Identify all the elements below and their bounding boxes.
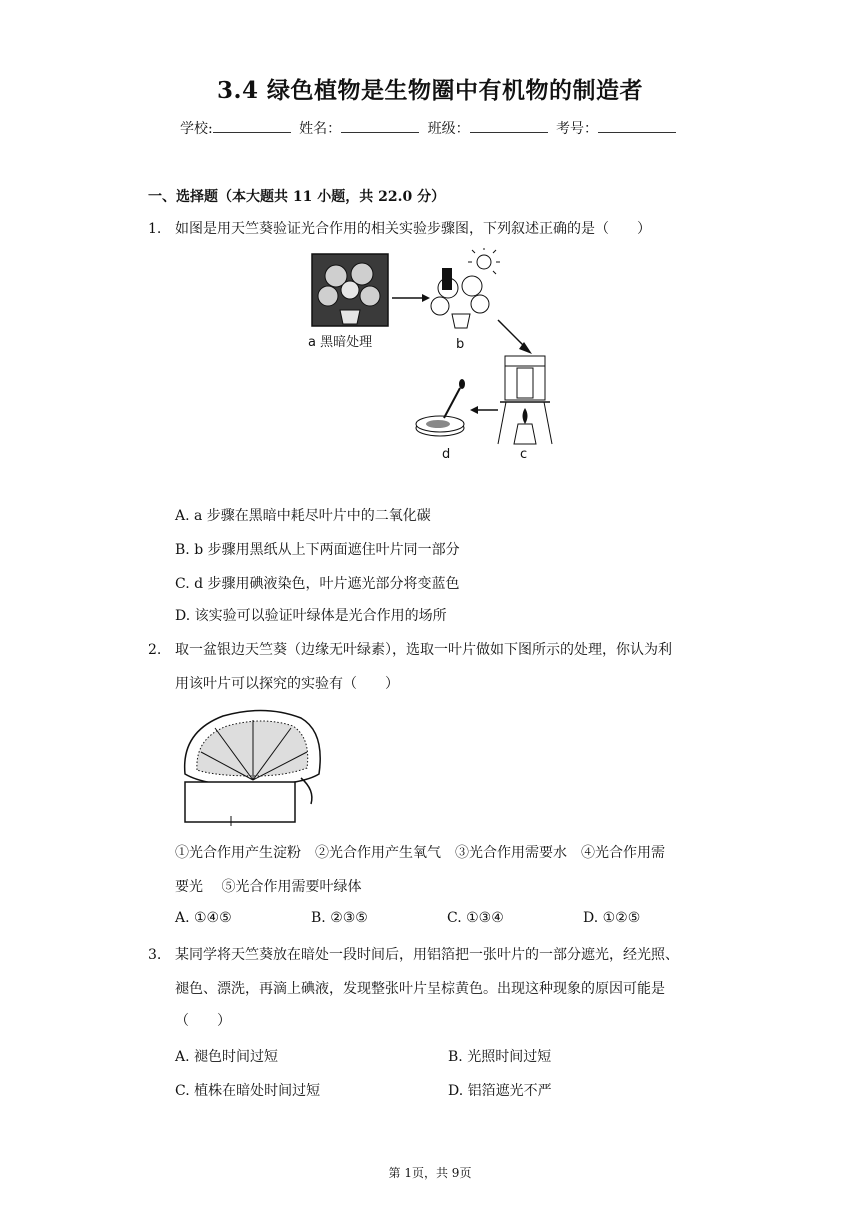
step-c-water-bath-icon bbox=[498, 356, 552, 444]
name-label: 姓名： bbox=[299, 121, 342, 137]
question-3-option-d[interactable]: D. 铝箔遮光不严 bbox=[448, 1083, 552, 1099]
question-2-option-a[interactable]: A. ①④⑤ bbox=[175, 910, 232, 926]
foil-cover-icon bbox=[185, 782, 295, 826]
variegated-leaf-figure bbox=[175, 704, 335, 830]
step-a-label: a 黑暗处理 bbox=[308, 335, 373, 350]
question-1-number: 1. bbox=[148, 221, 162, 237]
page-title: 3.4 绿色植物是生物圈中有机物的制造者 bbox=[216, 77, 644, 104]
question-1-option-a[interactable]: A. a 步骤在黑暗中耗尽叶片中的二氧化碳 bbox=[175, 508, 431, 524]
question-3-option-b[interactable]: B. 光照时间过短 bbox=[448, 1049, 552, 1065]
question-1-option-d[interactable]: D. 该实验可以验证叶绿体是光合作用的场所 bbox=[175, 608, 447, 624]
question-2-option-b[interactable]: B. ②③⑤ bbox=[311, 910, 368, 926]
sun-icon bbox=[468, 248, 500, 274]
step-b-plant-in-light-icon bbox=[431, 268, 489, 328]
question-3-text-line-2: 褪色、漂洗，再滴上碘液，发现整张叶片呈棕黄色。出现这种现象的原因可能是 bbox=[175, 981, 665, 997]
name-blank[interactable] bbox=[341, 120, 419, 133]
class-blank[interactable] bbox=[470, 120, 548, 133]
student-info-line bbox=[0, 118, 860, 138]
question-2-option-d[interactable]: D. ①②⑤ bbox=[583, 910, 641, 926]
step-a-plant-in-dark-icon bbox=[312, 254, 388, 326]
step-c-label: c bbox=[520, 447, 528, 462]
question-1-option-b[interactable]: B. b 步骤用黑纸从上下两面遮住叶片同一部分 bbox=[175, 542, 460, 558]
question-3-number: 3. bbox=[148, 947, 162, 963]
question-3-option-c[interactable]: C. 植株在暗处时间过短 bbox=[175, 1083, 321, 1099]
step-b-label: b bbox=[456, 337, 465, 352]
page-footer: 第 1页，共 9页 bbox=[388, 1166, 472, 1180]
class-label: 班级： bbox=[427, 121, 470, 137]
question-2-number: 2. bbox=[148, 642, 162, 658]
question-3-text-line-1: 某同学将天竺葵放在暗处一段时间后，用铝箔把一张叶片的一部分遮光，经光照、 bbox=[175, 947, 679, 963]
question-2-option-c[interactable]: C. ①③④ bbox=[447, 910, 504, 926]
question-2-items-line-2: 要光 ⑤光合作用需要叶绿体 bbox=[175, 879, 362, 895]
question-3-option-a[interactable]: A. 褪色时间过短 bbox=[175, 1049, 279, 1065]
step-d-label: d bbox=[442, 447, 451, 462]
exam-no-blank[interactable] bbox=[598, 120, 676, 133]
question-1-option-c[interactable]: C. d 步骤用碘液染色，叶片遮光部分将变蓝色 bbox=[175, 576, 460, 592]
section-heading: 一、选择题（本大题共 11 小题，共 22.0 分） bbox=[148, 189, 446, 205]
school-label: 学校: bbox=[179, 121, 213, 137]
step-d-iodine-dropper-icon bbox=[416, 379, 465, 436]
question-2-text-line-1: 取一盆银边天竺葵（边缘无叶绿素），选取一叶片做如下图所示的处理，你认为利 bbox=[175, 642, 672, 658]
school-blank[interactable] bbox=[213, 120, 291, 133]
experiment-steps-figure bbox=[300, 248, 570, 463]
exam-no-label: 考号： bbox=[556, 121, 599, 137]
question-3-text-line-3: （ ） bbox=[175, 1013, 231, 1029]
question-2-text-line-2: 用该叶片可以探究的实验有（ ） bbox=[175, 676, 399, 692]
question-2-items-line-1: ①光合作用产生淀粉 ②光合作用产生氧气 ③光合作用需要水 ④光合作用需 bbox=[175, 845, 665, 861]
question-1-text: 如图是用天竺葵验证光合作用的相关实验步骤图，下列叙述正确的是（ ） bbox=[175, 221, 651, 237]
